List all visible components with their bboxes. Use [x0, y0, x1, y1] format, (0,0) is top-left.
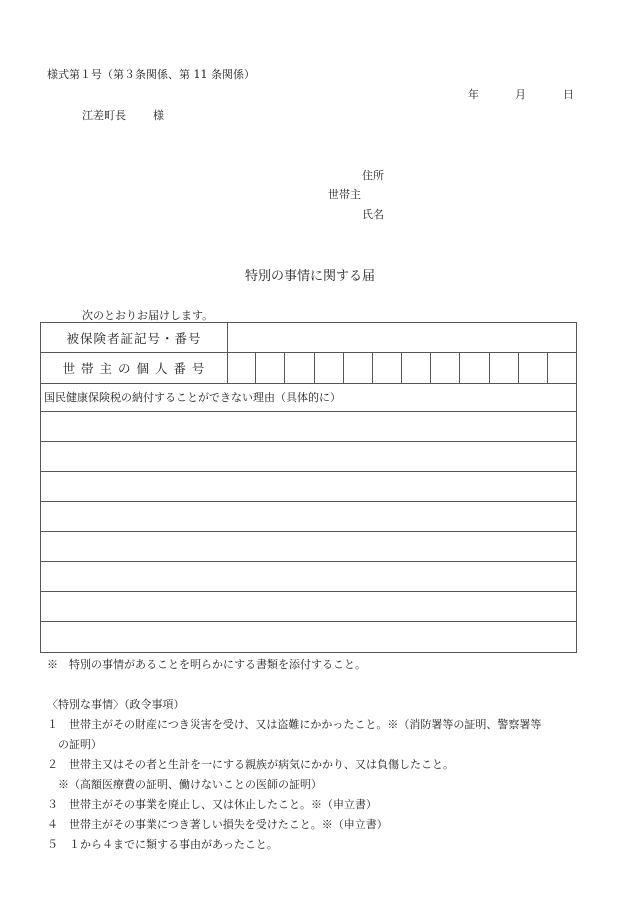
address-label: 住所 — [362, 169, 384, 182]
circumstance-item-3: ３ 世帯主がその事業を廃止し、又は休止したこと。※（申立書） — [47, 798, 377, 811]
individual-number-digit-box[interactable] — [227, 353, 256, 383]
date-month-label: 月 — [515, 88, 526, 101]
intro-text: 次のとおりお届けします。 — [82, 309, 214, 322]
individual-number-digit-box[interactable] — [315, 353, 344, 383]
circumstance-item-5: ５ １から４までに類する事由があったこと。 — [47, 838, 278, 851]
individual-number-digit-box[interactable] — [373, 353, 402, 383]
individual-number-digit-box[interactable] — [548, 353, 576, 383]
individual-number-digits — [227, 353, 576, 383]
individual-number-digit-box[interactable] — [402, 353, 431, 383]
individual-number-label: 世 帯 主 の 個 人 番 号 — [41, 353, 228, 383]
individual-number-row — [41, 353, 576, 384]
addressee-honorific: 様 — [153, 109, 164, 122]
circumstance-item-1-cont: の証明） — [58, 738, 102, 751]
individual-number-digit-box[interactable] — [460, 353, 489, 383]
individual-number-digit-box[interactable] — [285, 353, 314, 383]
date-day-label: 日 — [563, 88, 574, 101]
householder-label: 世帯主 — [328, 188, 361, 201]
name-label: 氏名 — [362, 208, 384, 221]
reason-line[interactable] — [41, 532, 576, 562]
reason-header-row — [41, 384, 576, 412]
reason-label: 国民健康保険税の納付することができない理由（具体的に） — [44, 391, 341, 404]
date-year-label: 年 — [468, 88, 479, 101]
individual-number-digit-box[interactable] — [431, 353, 460, 383]
reason-line[interactable] — [41, 502, 576, 532]
reason-line[interactable] — [41, 592, 576, 622]
special-circumstances-heading: 〈特別な事情〉（政令事項） — [47, 698, 185, 711]
reason-line[interactable] — [41, 622, 576, 652]
individual-number-digit-box[interactable] — [344, 353, 373, 383]
reason-line[interactable] — [41, 412, 576, 442]
circumstance-item-1: １ 世帯主がその財産につき災害を受け、又は盗難にかかったこと。※（消防署等の証明、警察署等 — [47, 718, 542, 731]
circumstance-item-4: ４ 世帯主がその事業につき著しい損失を受けたこと。※（申立書） — [47, 818, 388, 831]
circumstance-item-2-note: ※（高額医療費の証明、働けないことの医師の証明） — [58, 778, 322, 791]
attachment-note: ※ 特別の事情があることを明らかにする書類を添付すること。 — [47, 658, 366, 671]
circumstance-item-2: ２ 世帯主又はその者と生計を一にする親族が病気にかかり、又は負傷したこと。 — [47, 758, 454, 771]
individual-number-digit-box[interactable] — [519, 353, 548, 383]
addressee: 江差町長 — [82, 109, 126, 122]
insurance-number-field[interactable] — [227, 323, 576, 352]
page-title: 特別の事情に関する届 — [245, 269, 376, 284]
individual-number-digit-box[interactable] — [256, 353, 285, 383]
declaration-table — [40, 322, 577, 653]
form-number: 様式第１号（第３条関係、第 11 条関係） — [47, 68, 255, 81]
individual-number-digit-box[interactable] — [490, 353, 519, 383]
reason-lines — [41, 412, 576, 652]
insurance-number-row — [41, 323, 576, 353]
insurance-number-label: 被保険者証記号・番号 — [41, 323, 228, 352]
reason-line[interactable] — [41, 562, 576, 592]
reason-line[interactable] — [41, 472, 576, 502]
reason-line[interactable] — [41, 442, 576, 472]
